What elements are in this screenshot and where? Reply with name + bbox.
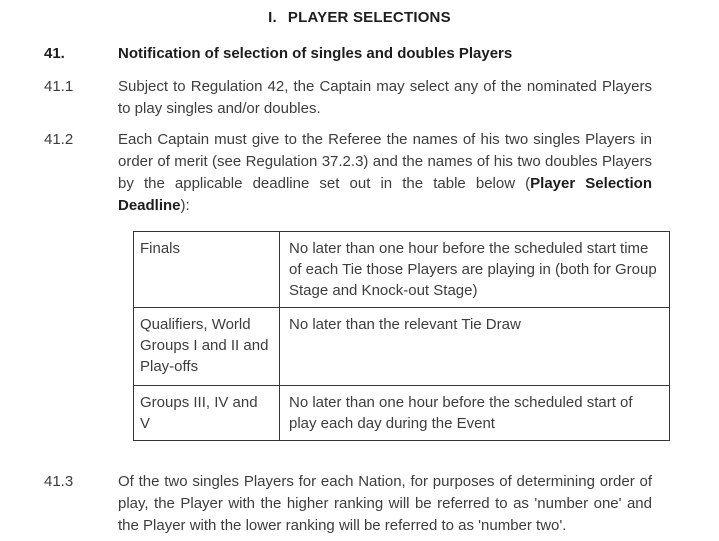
deadline-cell: No later than the relevant Tie Draw	[280, 308, 670, 386]
clause-number: 41.3	[44, 473, 74, 490]
title-text: PLAYER SELECTIONS	[287, 9, 451, 26]
clause-number: 41.1	[44, 78, 74, 95]
stage-cell: Finals	[134, 232, 280, 308]
clause-41-1	[0, 76, 719, 120]
clause-text: Of the two singles Players for each Nation, for purposes of determining order of play, the Player with the higher ranking will be referred to as 'number one' and the Player with the lower ranking will be referred to as 'number two'.	[118, 473, 652, 534]
stage-cell: Groups III, IV and V	[134, 386, 280, 441]
title-roman-numeral: I.	[268, 9, 277, 26]
table-row-groups	[134, 386, 670, 441]
player-selection-deadline-table	[133, 231, 670, 441]
section-heading: Notification of selection of singles and doubles Players	[118, 45, 513, 62]
player-selection-deadline-term: Player Selection Deadline	[118, 175, 652, 214]
page-title	[0, 7, 719, 29]
clause-41-2	[0, 129, 719, 217]
clause-41-3	[0, 471, 719, 537]
clause-number: 41.2	[44, 131, 74, 148]
clause-text: Subject to Regulation 42, the Captain may select any of the nominated Players to play singles and/or doubles.	[118, 78, 652, 117]
deadline-cell: No later than one hour before the scheduled start of play each day during the Event	[280, 386, 670, 441]
table-row-qualifiers	[134, 308, 670, 386]
table-row-finals	[134, 232, 670, 308]
section-number: 41.	[44, 45, 65, 62]
clause-text-start: Each Captain must give to the Referee the names of his two singles Players in order of merit (see Regulation 37.2.3) and the names of his two doubles Players by the applicable deadline set out in the table below (	[118, 131, 652, 192]
section-heading-row	[0, 43, 719, 65]
deadline-cell: No later than one hour before the scheduled start time of each Tie those Players are playing in (both for Group Stage and Knock-out Stage)	[280, 232, 670, 308]
clause-text	[118, 129, 652, 217]
clause-text-end: ):	[180, 197, 190, 214]
stage-cell: Qualifiers, World Groups I and II and Play-offs	[134, 308, 280, 386]
